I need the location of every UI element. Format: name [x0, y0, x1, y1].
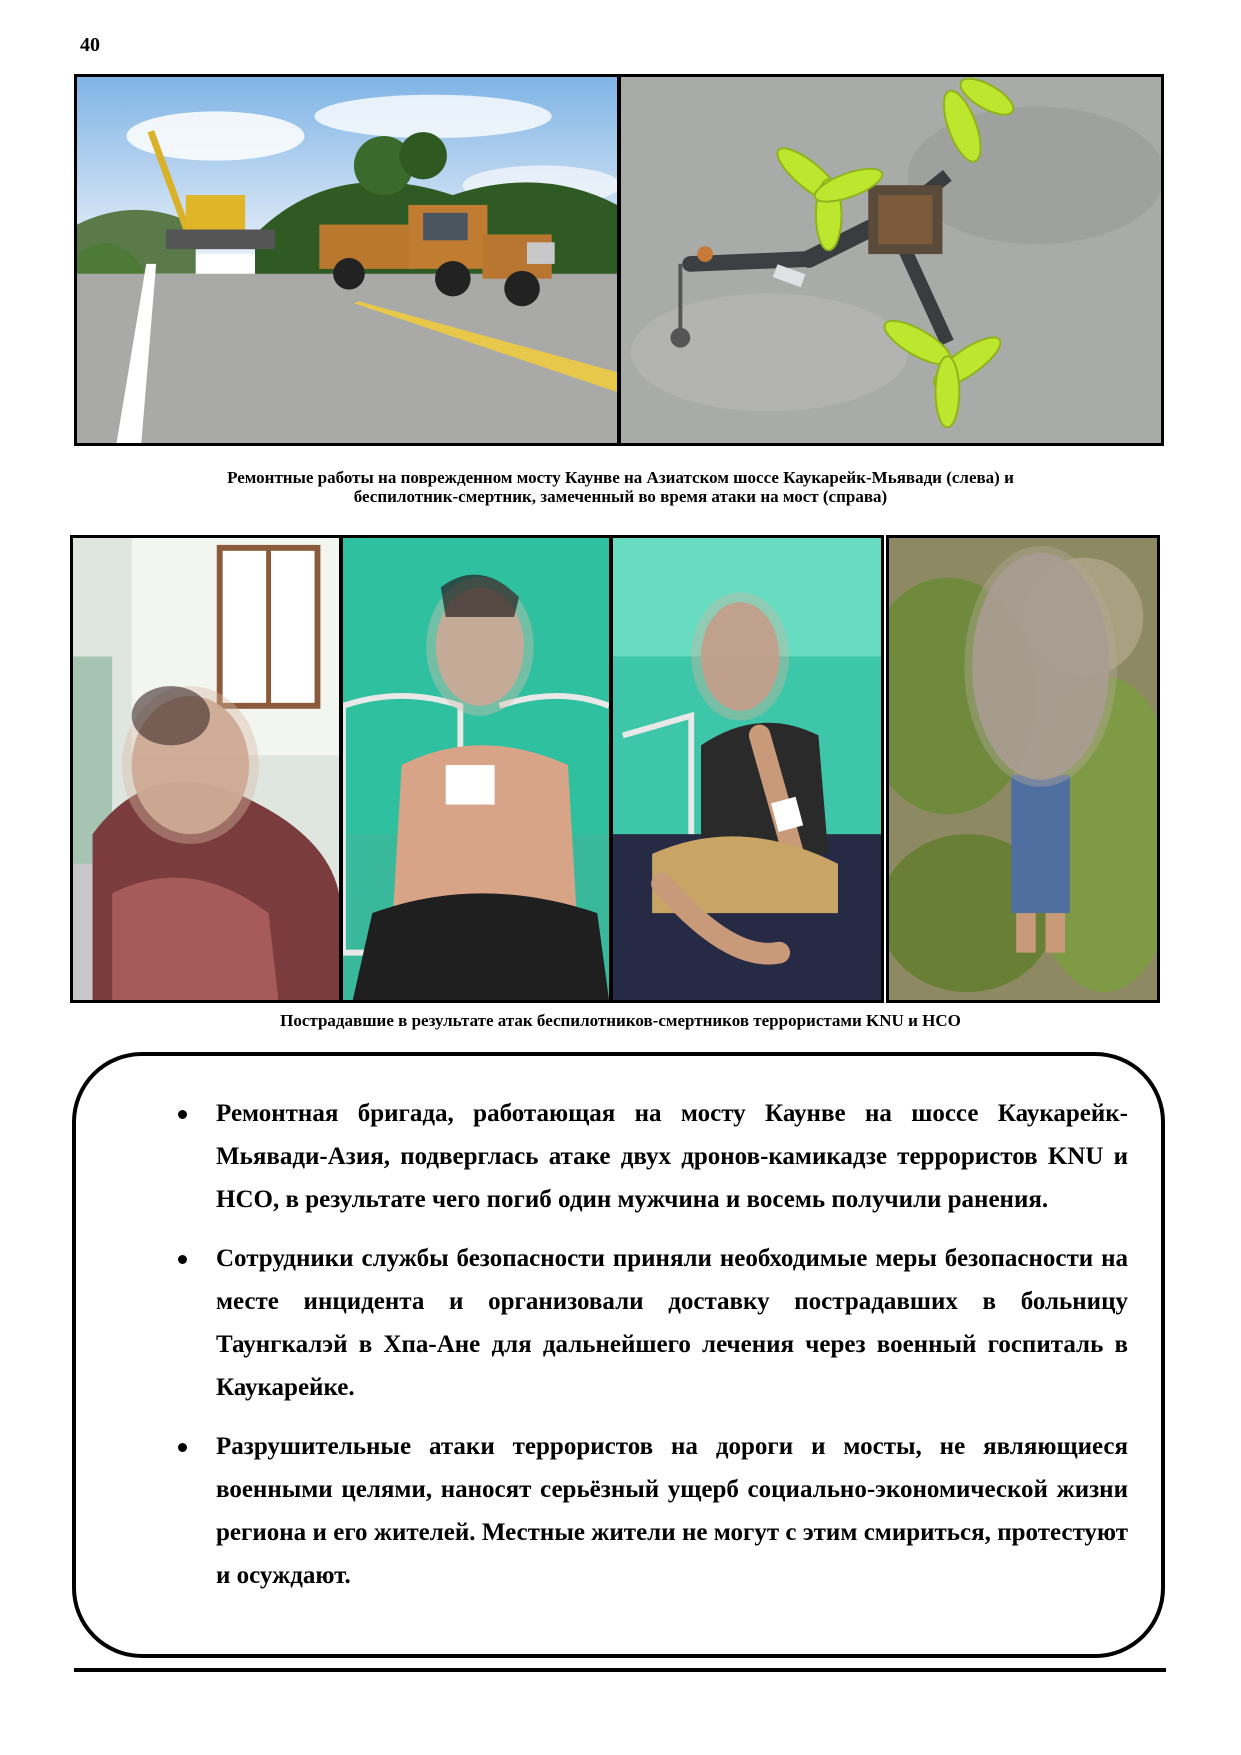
bullet-text: Разрушительные атаки террористов на дороги и мосты, не являющиеся военными целями, наносят серьёзный ущерб социально-экономической жизни региона и его жителей. Местные жители не могут с этим смириться, протестуют и осуждают.	[216, 1433, 1128, 1589]
bullet-text: Ремонтная бригада, работающая на мосту Каунве на шоссе Каукарейк-Мьявади-Азия, подверглась атаке двух дронов-камикадзе террористов KNU и HCO, в результате чего погиб один мужчина и восемь получили ранения.	[216, 1100, 1128, 1213]
page-number: 40	[80, 34, 100, 56]
photo-victim-1	[70, 535, 342, 1003]
bullet-item	[138, 1237, 1128, 1409]
bullet-item	[138, 1092, 1128, 1221]
photo-victim-2	[340, 535, 612, 1003]
figure1-caption-line1: Ремонтные работы на поврежденном мосту Каунве на Азиатском шоссе Каукарейк-Мьявади (слева) и	[227, 468, 1014, 487]
photo-victim-4	[886, 535, 1160, 1003]
info-box	[72, 1052, 1165, 1658]
figure1-caption-line2: беспилотник-смертник, замеченный во время атаки на мост (справа)	[353, 487, 888, 506]
photo-bridge-repair	[74, 74, 620, 446]
bullet-icon	[178, 1443, 187, 1452]
bullet-text: Сотрудники службы безопасности приняли необходимые меры безопасности на месте инцидента и организовали доставку пострадавших в больницу Таунгкалэй в Хпа-Ане для дальнейшего лечения через военный госпиталь в Каукарейке.	[216, 1245, 1128, 1401]
photo-kamikaze-drone	[618, 74, 1164, 446]
bullet-icon	[178, 1110, 187, 1119]
figure2-caption: Пострадавшие в результате атак беспилотников-смертников террористами KNU и HCO	[280, 1011, 961, 1030]
bottom-rule	[74, 1668, 1166, 1672]
bullet-item	[138, 1425, 1128, 1597]
bullet-list	[138, 1092, 1128, 1613]
figure1-caption	[80, 468, 1161, 506]
bullet-icon	[178, 1255, 187, 1264]
photo-victim-3	[610, 535, 884, 1003]
